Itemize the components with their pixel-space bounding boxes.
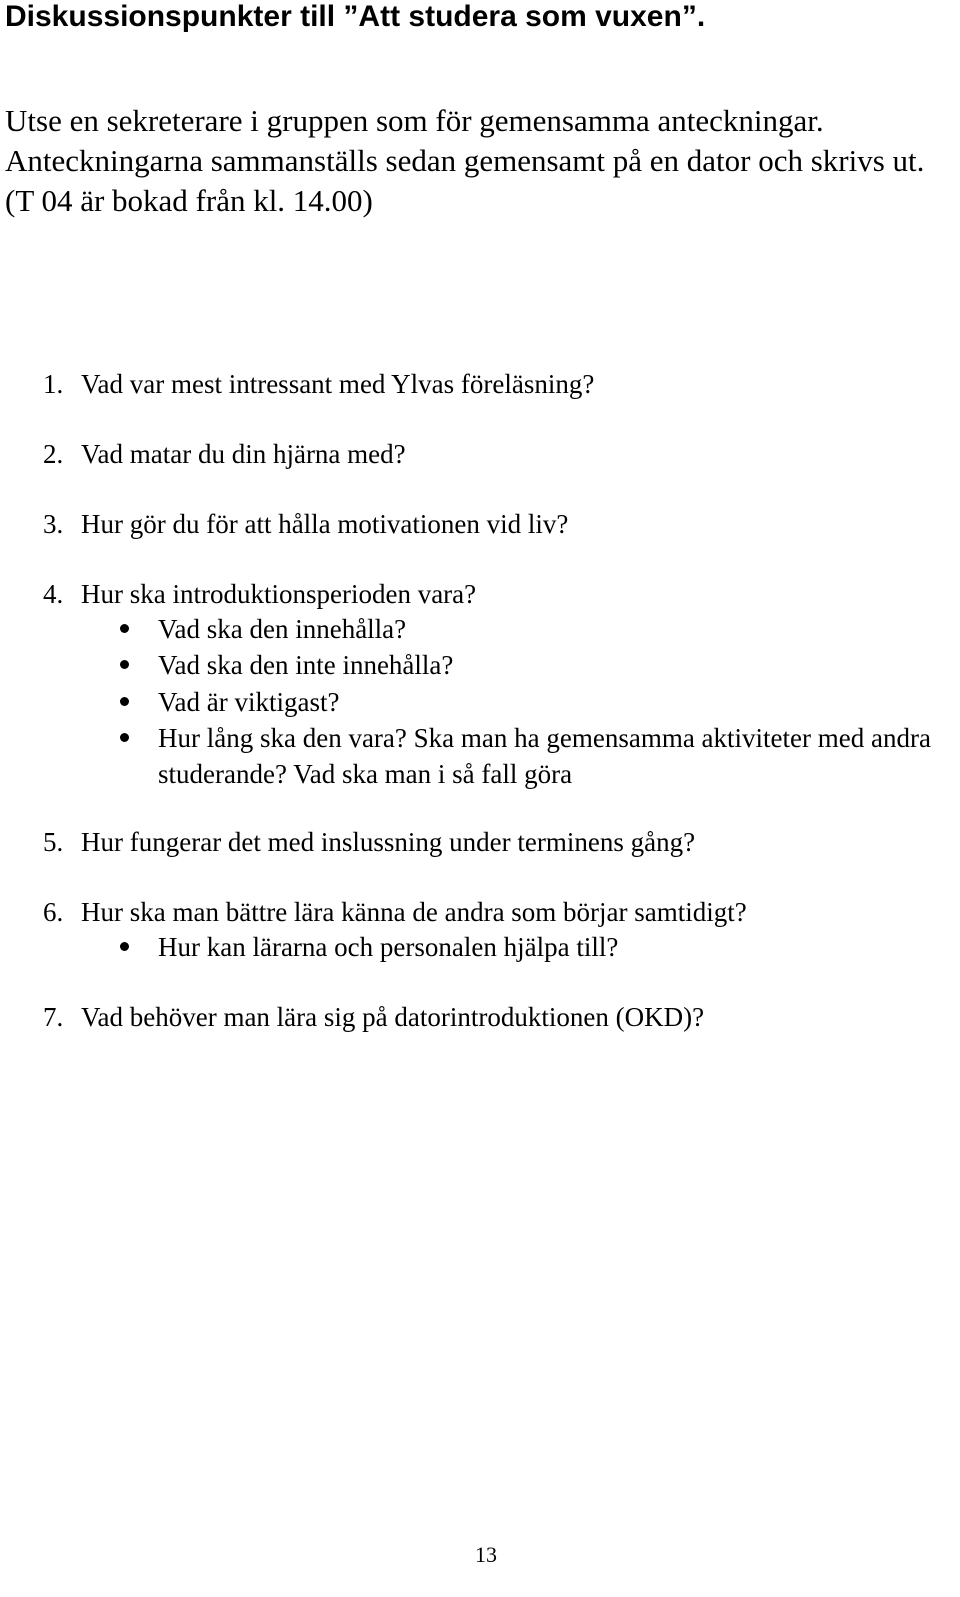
intro-line: (T 04 är bokad från kl. 14.00) <box>5 183 373 218</box>
bullet-text: Hur kan lärarna och personalen hjälpa till? <box>158 932 619 962</box>
question-number: 2. <box>43 439 64 469</box>
question-text: Vad behöver man lära sig på datorintroduktionen (OKD)? <box>81 1002 705 1032</box>
question-text: Hur gör du för att hålla motivationen vid liv? <box>81 509 569 539</box>
question-text: Vad matar du din hjärna med? <box>81 439 406 469</box>
question-text: Hur ska introduktionsperioden vara? <box>81 579 477 609</box>
question-item <box>43 824 695 860</box>
bullet-item <box>120 611 950 647</box>
question-number: 4. <box>43 579 64 609</box>
bullet-item <box>120 720 950 792</box>
intro-paragraph <box>5 101 945 221</box>
intro-line: Anteckningarna sammanställs sedan gemensamt på en dator och skrivs ut. <box>5 143 925 178</box>
bullet-item <box>120 684 950 720</box>
bullet-icon <box>120 660 129 669</box>
question-number: 1. <box>43 369 64 399</box>
question-item <box>43 506 568 542</box>
question-item <box>43 366 594 402</box>
question-number: 6. <box>43 897 64 927</box>
question-item <box>43 436 406 472</box>
bullet-item <box>120 647 950 683</box>
question-item <box>43 999 704 1035</box>
question-number: 5. <box>43 827 64 857</box>
bullet-icon <box>120 697 129 706</box>
bullet-icon <box>120 733 129 742</box>
bullet-text: Vad ska den innehålla? <box>158 614 407 644</box>
page-number: 13 <box>475 1542 497 1567</box>
question-item <box>43 894 747 930</box>
question-text: Vad var mest intressant med Ylvas föreläsning? <box>81 369 595 399</box>
question-number: 3. <box>43 509 64 539</box>
bullet-text: Vad ska den inte innehålla? <box>158 650 454 680</box>
question-number: 7. <box>43 1002 64 1032</box>
question-text: Hur fungerar det med inslussning under terminens gång? <box>81 827 696 857</box>
question-text: Hur ska man bättre lära känna de andra som börjar samtidigt? <box>81 897 747 927</box>
page-title: Diskussionspunkter till ”Att studera som vuxen”. <box>5 0 706 33</box>
question-item <box>43 576 476 612</box>
bullet-text: Hur lång ska den vara? Ska man ha gemensamma aktiviteter med andra studerande? Vad ska man i så fall göra <box>158 723 931 789</box>
intro-line: Utse en sekreterare i gruppen som för gemensamma anteckningar. <box>5 103 824 138</box>
bullet-icon <box>120 942 129 951</box>
bullet-text: Vad är viktigast? <box>158 687 340 717</box>
bullet-item <box>120 929 950 965</box>
bullet-icon <box>120 624 129 633</box>
